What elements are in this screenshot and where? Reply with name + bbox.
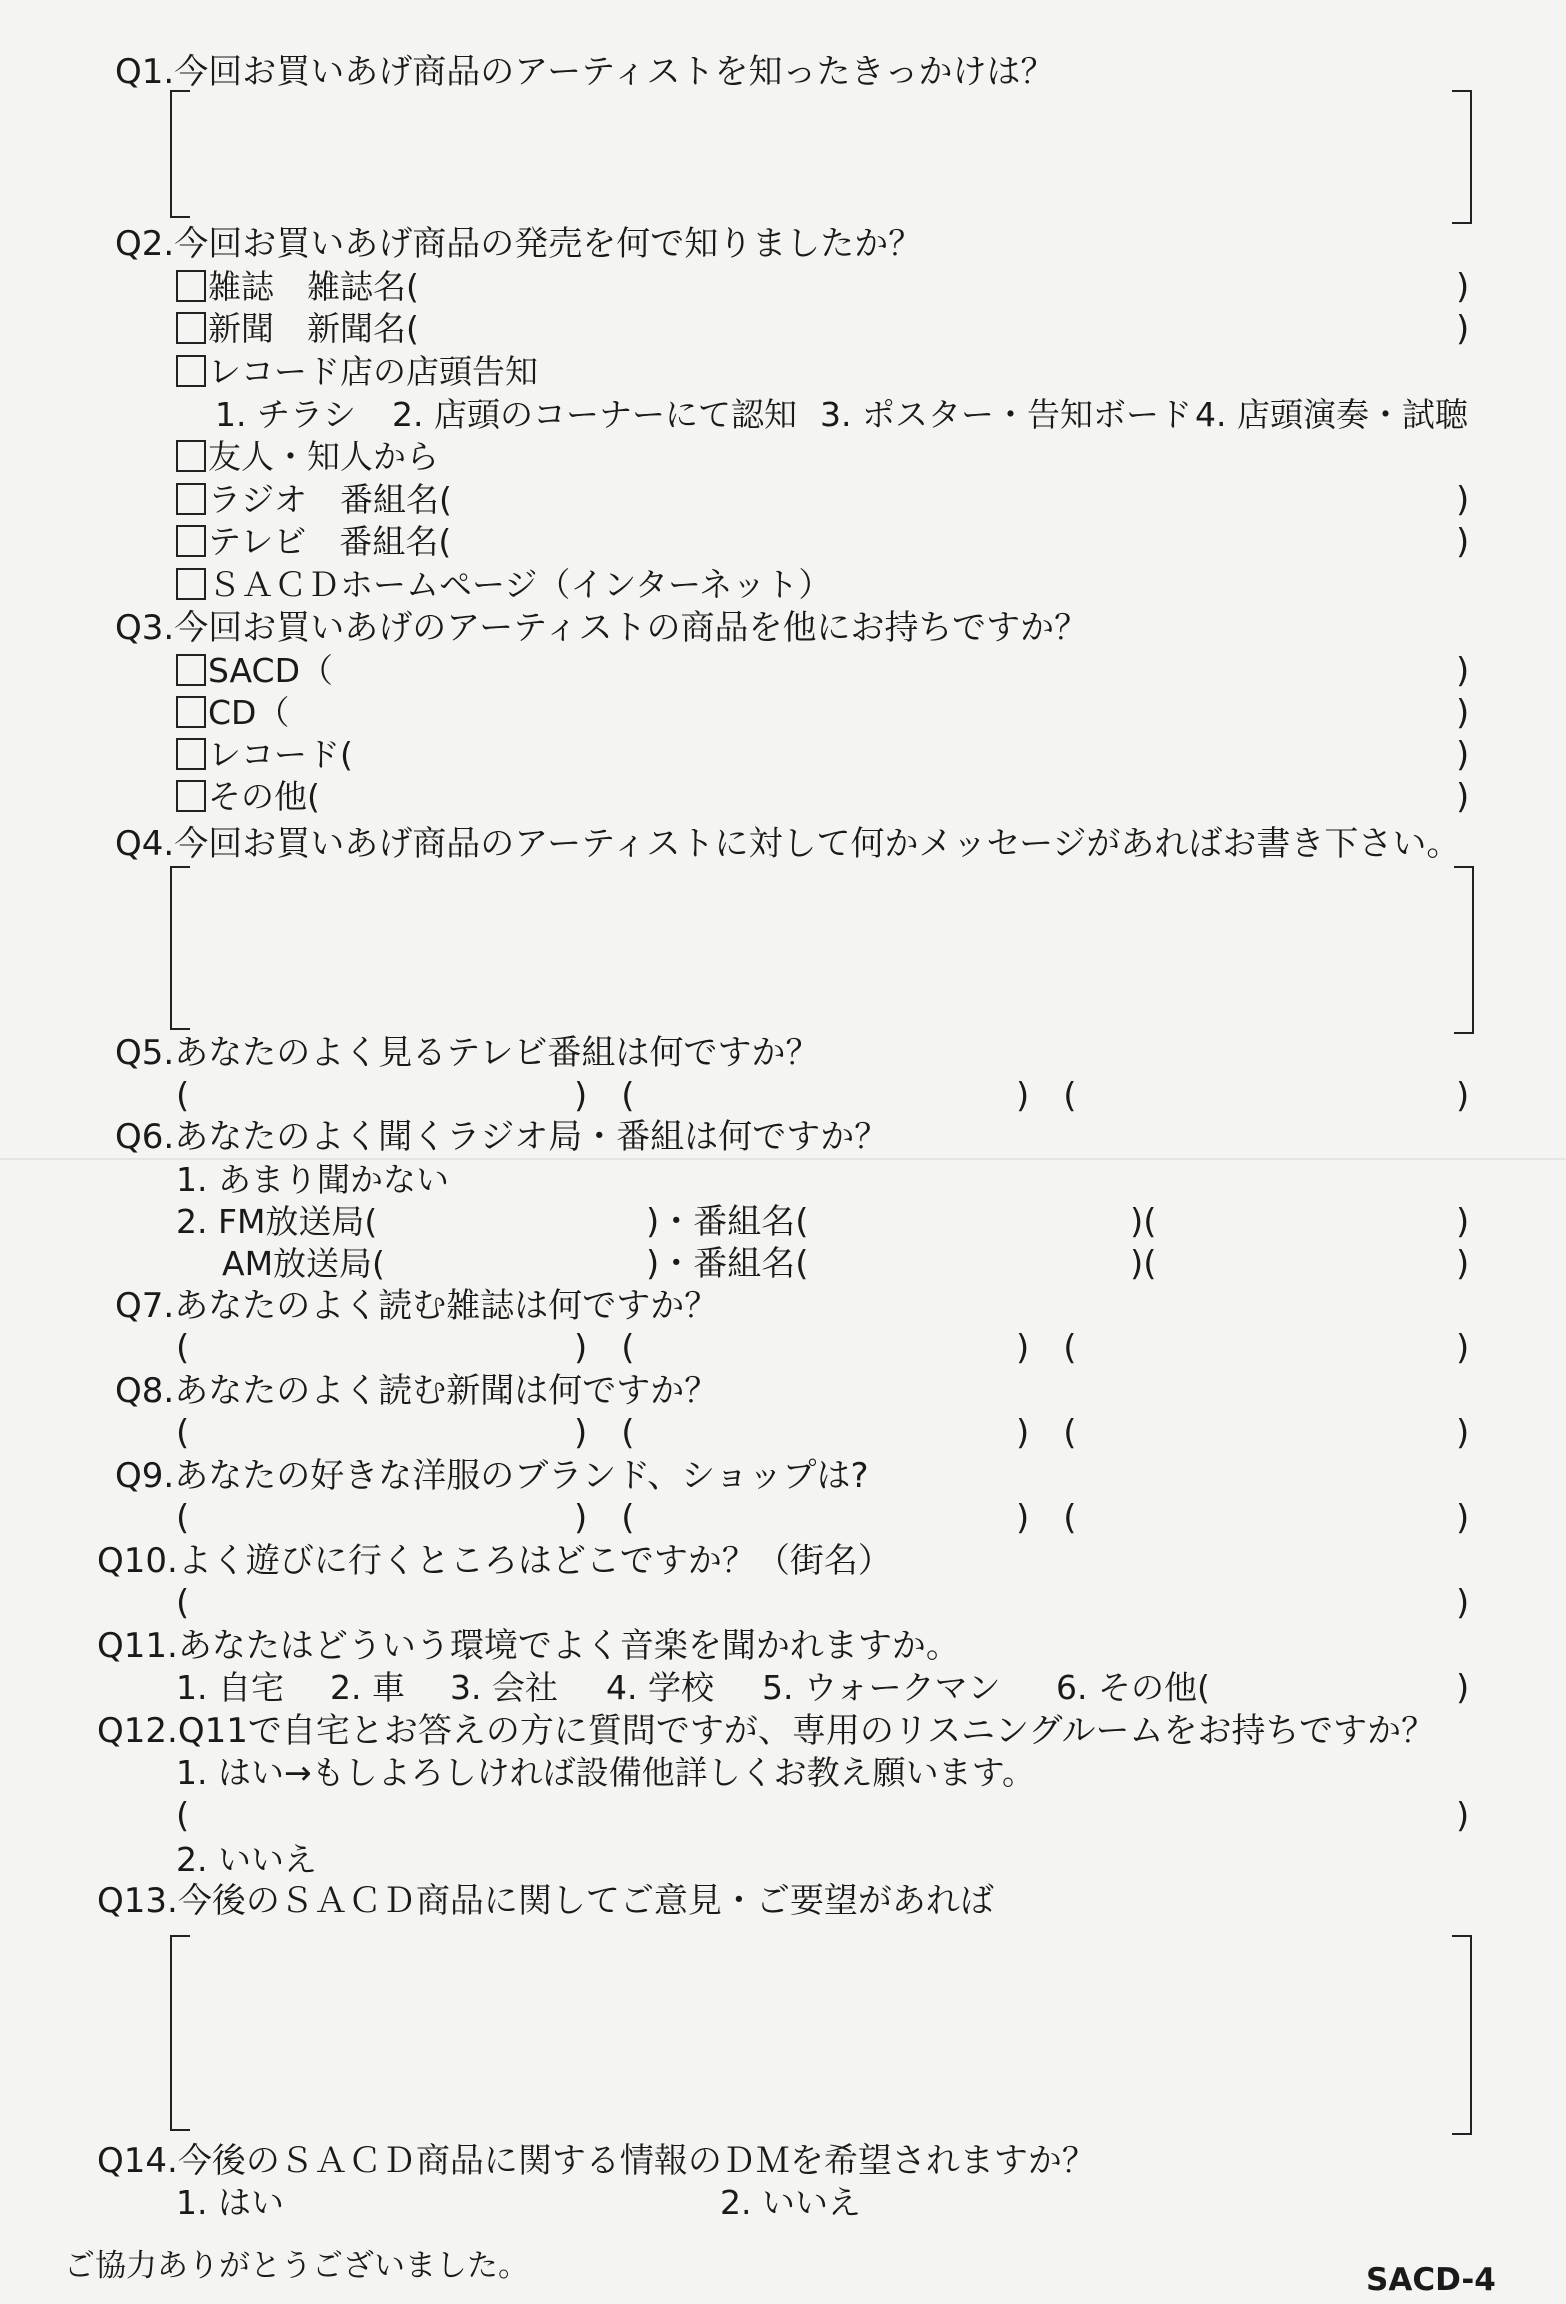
checkbox-friend[interactable] [176, 437, 439, 477]
option-magazine: 雑誌 雑誌名( [208, 267, 419, 306]
option-friend: 友人・知人から [208, 437, 439, 476]
checkbox-icon[interactable] [176, 312, 206, 344]
option-office: 3. 会社 [450, 1668, 558, 1707]
question-13: Q13.今後のＳＡＣＤ商品に関してご意見・ご要望があれば [97, 1881, 994, 1921]
answer-box-q13-left [170, 1935, 190, 2131]
question-8: Q8.あなたのよく読む新聞は何ですか？ [115, 1371, 719, 1411]
paren-close: ) [1456, 522, 1470, 562]
paren-close: ) [1456, 777, 1470, 817]
paren-mid: ) ( [1016, 1328, 1077, 1368]
paren-mid: ) ( [574, 1498, 635, 1538]
paren-mid: ) ( [574, 1076, 635, 1116]
form-code: SACD-4 [1366, 2262, 1496, 2298]
option-no-listening-room: 2. いいえ [176, 1840, 317, 1879]
checkbox-icon[interactable] [176, 780, 206, 812]
question-5: Q5.あなたのよく見るテレビ番組は何ですか？ [115, 1033, 820, 1073]
question-7: Q7.あなたのよく読む雑誌は何ですか？ [115, 1286, 719, 1326]
option-sacd: SACD（ [208, 651, 334, 690]
answer-box-q1-left [170, 90, 190, 218]
paren-mid: ) ( [1016, 1498, 1077, 1538]
checkbox-icon[interactable] [176, 483, 206, 515]
option-homepage: ＳＡＣＤホームページ（インターネット） [208, 565, 832, 604]
program-label: )・番組名( [646, 1202, 809, 1242]
radio-option-am: AM放送局( [222, 1244, 385, 1283]
checkbox-tv[interactable] [176, 522, 451, 562]
option-home: 1. 自宅 [176, 1668, 284, 1707]
paren-close: ) [1456, 1202, 1470, 1242]
checkbox-icon[interactable] [176, 440, 206, 472]
paren-mid: ) ( [1016, 1076, 1077, 1116]
thanks-message: ご協力ありがとうございました。 [64, 2248, 529, 2284]
paren-close: ) [1456, 309, 1470, 349]
checkbox-icon[interactable] [176, 654, 206, 686]
checkbox-icon[interactable] [176, 568, 206, 600]
paren-mid: )( [1130, 1202, 1157, 1242]
option-newspaper: 新聞 新聞名( [208, 309, 419, 348]
store-sub-1: 1. チラシ [215, 395, 356, 434]
option-walkman: 5. ウォークマン [762, 1668, 1001, 1707]
question-10: Q10.よく遊びに行くところはどこですか？（街名） [97, 1541, 892, 1581]
answer-box-q13-right [1452, 1935, 1472, 2135]
paren-close: ) [1456, 1796, 1470, 1836]
option-tv: テレビ 番組名( [208, 522, 452, 561]
radio-option-rarely: 1. あまり聞かない [176, 1160, 449, 1199]
answer-box-q4-right [1454, 866, 1474, 1034]
paren-close: ) [1456, 651, 1470, 691]
paren-open: ( [176, 1583, 190, 1623]
paren-close: ) [1456, 1583, 1470, 1623]
paren-open: ( [176, 1498, 190, 1538]
program-label: )・番組名( [646, 1244, 809, 1284]
option-dm-no: 2. いいえ [720, 2183, 861, 2222]
paren-close: ) [1456, 1076, 1470, 1116]
option-radio: ラジオ 番組名( [208, 480, 452, 519]
paren-mid: ) ( [574, 1328, 635, 1368]
question-14: Q14.今後のＳＡＣＤ商品に関する情報のＤＭを希望されますか？ [97, 2141, 1096, 2181]
paren-close: ) [1456, 1498, 1470, 1538]
option-dm-yes: 1. はい [176, 2183, 284, 2222]
checkbox-record-store[interactable] [176, 352, 538, 392]
checkbox-icon[interactable] [176, 525, 206, 557]
checkbox-homepage[interactable] [176, 565, 831, 605]
question-2-text: Q2.今回お買いあげ商品の発売を何で知りましたか？ [115, 224, 923, 264]
option-record-store: レコード店の店頭告知 [208, 352, 538, 391]
paren-close: ) [1456, 1244, 1470, 1284]
paren-close: ) [1456, 735, 1470, 775]
checkbox-cd[interactable] [176, 693, 289, 733]
answer-box-q1-right [1452, 90, 1472, 224]
option-yes-listening-room: 1. はい→もしよろしければ設備他詳しくお教え願います。 [176, 1753, 1035, 1792]
question-4: Q4.今回お買いあげ商品のアーティストに対して何かメッセージがあればお書き下さい。 [115, 824, 1461, 864]
option-other-env: 6. その他( [1056, 1668, 1210, 1707]
paren-mid: ) ( [1016, 1413, 1077, 1453]
checkbox-icon[interactable] [176, 696, 206, 728]
question-2 [115, 224, 922, 264]
paren-close: ) [1456, 1328, 1470, 1368]
paren-open: ( [176, 1413, 190, 1453]
option-other: その他( [208, 777, 320, 816]
radio-option-fm: 2. FM放送局( [176, 1202, 378, 1241]
store-sub-2: 2. 店頭のコーナーにて認知 [392, 395, 797, 434]
store-sub-4: 4. 店頭演奏・試聴 [1195, 395, 1468, 434]
checkbox-radio[interactable] [176, 480, 452, 520]
checkbox-newspaper[interactable] [176, 309, 419, 349]
question-1: Q1.今回お買いあげ商品のアーティストを知ったきっかけは？ [115, 52, 1055, 92]
option-school: 4. 学校 [606, 1668, 714, 1707]
paren-open: ( [176, 1328, 190, 1368]
question-6: Q6.あなたのよく聞くラジオ局・番組は何ですか？ [115, 1117, 889, 1157]
paren-mid: ) ( [574, 1413, 635, 1453]
paren-close: ) [1456, 267, 1470, 307]
checkbox-icon[interactable] [176, 738, 206, 770]
question-11: Q11.あなたはどういう環境でよく音楽を聞かれますか。 [97, 1626, 960, 1666]
option-record: レコード( [208, 735, 353, 774]
option-cd: CD（ [208, 693, 290, 732]
paren-open: ( [176, 1796, 190, 1836]
paren-close: ) [1456, 1668, 1470, 1708]
checkbox-other[interactable] [176, 777, 320, 817]
paren-mid: )( [1130, 1244, 1157, 1284]
question-12: Q12.Q11で自宅とお答えの方に質問ですが、専用のリスニングルームをお持ちですか？ [97, 1711, 1436, 1751]
store-sub-3: 3. ポスター・告知ボード [820, 395, 1192, 434]
paren-open: ( [176, 1076, 190, 1116]
answer-box-q4-left [170, 866, 190, 1030]
checkbox-icon[interactable] [176, 270, 206, 302]
checkbox-record[interactable] [176, 735, 353, 775]
checkbox-magazine[interactable] [176, 267, 419, 307]
checkbox-icon[interactable] [176, 355, 206, 387]
question-9: Q9.あなたの好きな洋服のブランド、ショップは? [115, 1456, 869, 1496]
paren-close: ) [1456, 693, 1470, 733]
paren-close: ) [1456, 1413, 1470, 1453]
checkbox-sacd[interactable] [176, 651, 333, 691]
question-3: Q3.今回お買いあげのアーティストの商品を他にお持ちですか？ [115, 608, 1089, 648]
option-car: 2. 車 [330, 1668, 405, 1707]
paren-close: ) [1456, 480, 1470, 520]
